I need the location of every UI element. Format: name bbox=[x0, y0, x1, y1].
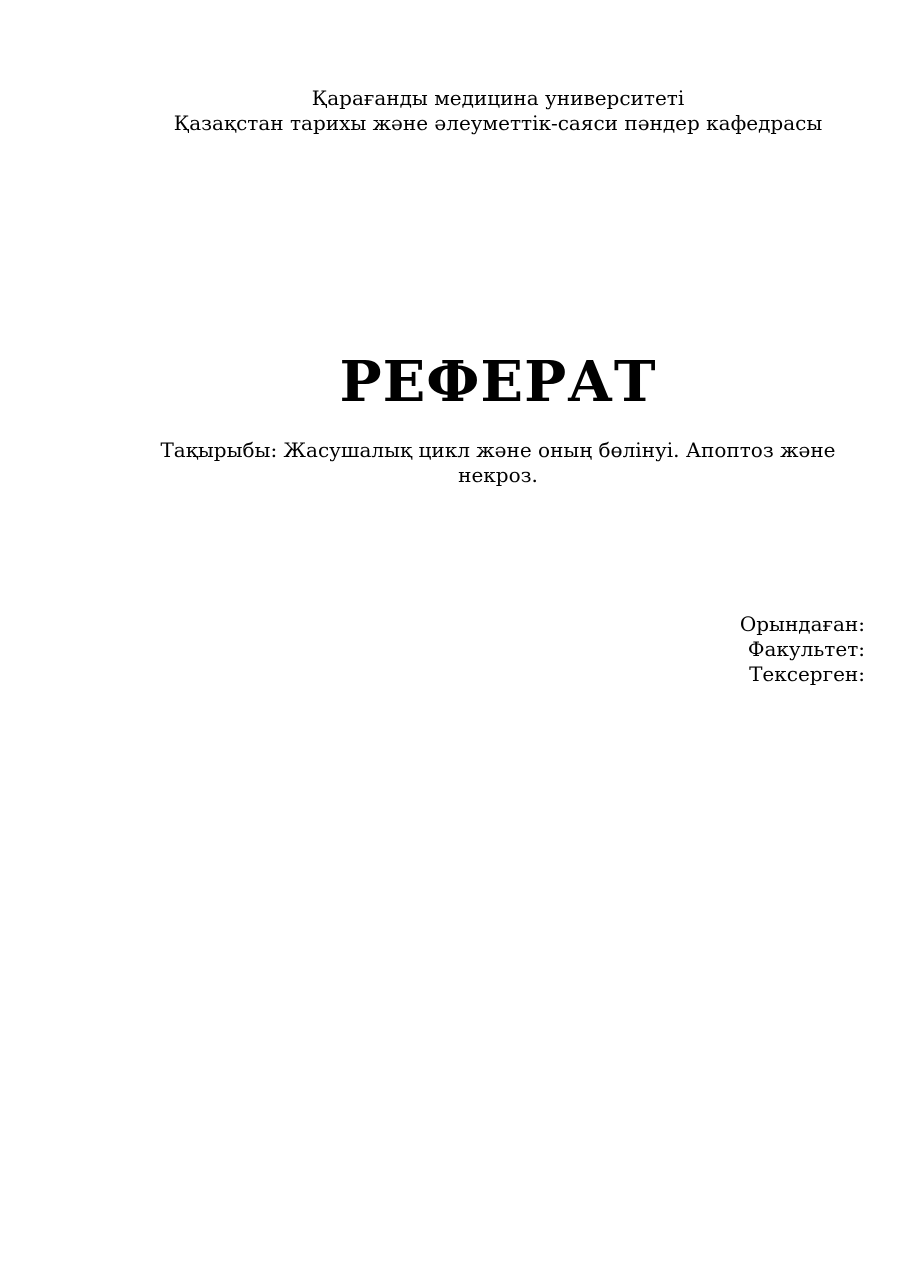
performed-by-label: Орындаған: bbox=[739, 612, 865, 636]
signature-block bbox=[740, 612, 865, 687]
department-name: Қазақстан тарихы және әлеуметтік-саяси пәндер кафедрасы bbox=[173, 111, 823, 135]
document-title: РЕФЕРАТ bbox=[339, 349, 657, 415]
faculty-label: Факультет: bbox=[747, 637, 865, 661]
university-name: Қарағанды медицина университеті bbox=[311, 86, 685, 110]
document-header bbox=[0, 86, 910, 136]
document-topic: Тақырыбы: Жасушалық цикл және оның бөлінуі. Апоптоз және некроз. bbox=[160, 438, 836, 487]
checked-by-label: Тексерген: bbox=[749, 662, 865, 686]
